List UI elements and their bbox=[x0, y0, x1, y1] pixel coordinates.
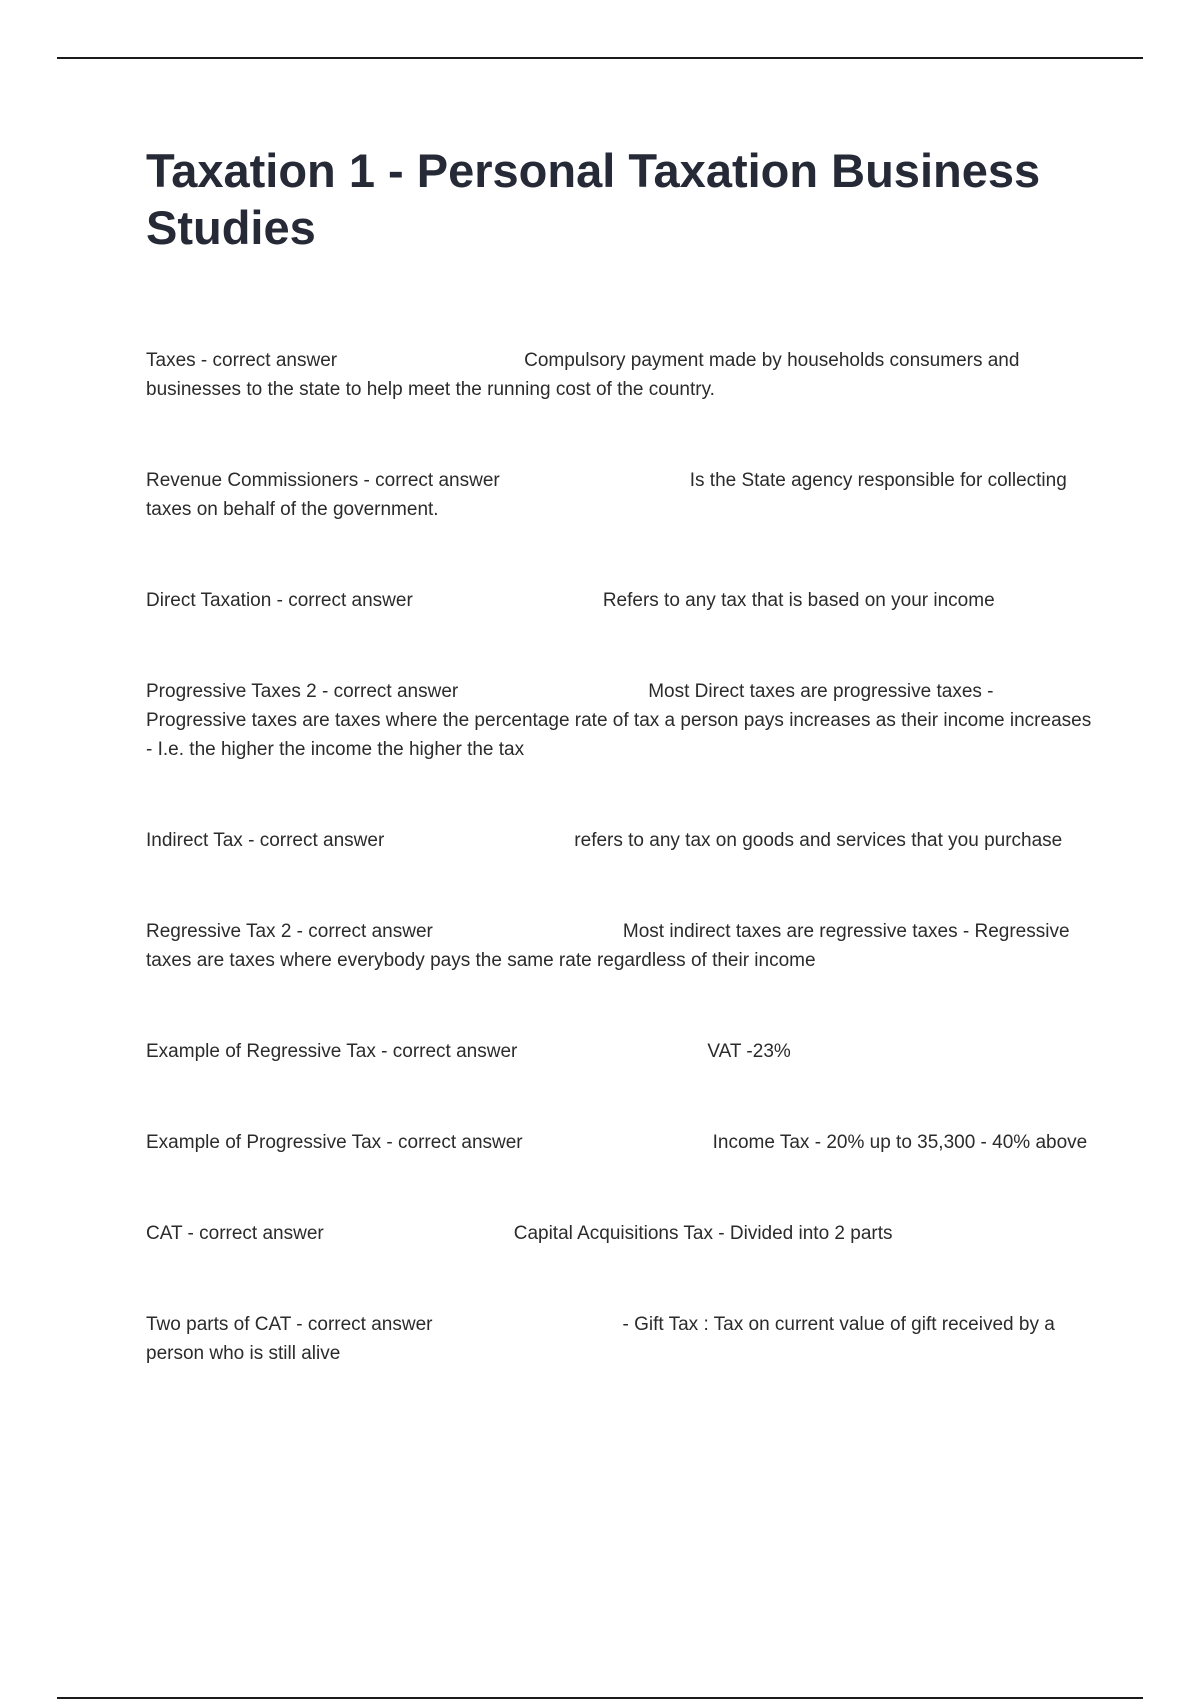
qa-item bbox=[146, 586, 1096, 615]
top-rule bbox=[57, 57, 1143, 59]
qa-question: Revenue Commissioners - correct answer bbox=[146, 470, 500, 491]
qa-answer: VAT -23% bbox=[707, 1041, 791, 1062]
qa-answer: Income Tax - 20% up to 35,300 - 40% above bbox=[712, 1132, 1088, 1153]
document-title: Taxation 1 - Personal Taxation Business Studies bbox=[146, 144, 1041, 254]
qa-answer: Refers to any tax that is based on your income bbox=[602, 590, 995, 611]
qa-item bbox=[146, 1219, 1096, 1248]
qa-question: CAT - correct answer bbox=[146, 1223, 324, 1244]
qa-list bbox=[146, 346, 1096, 1368]
qa-question: Regressive Tax 2 - correct answer bbox=[146, 921, 433, 942]
qa-question: Direct Taxation - correct answer bbox=[146, 590, 413, 611]
qa-answer: refers to any tax on goods and services that you purchase bbox=[574, 830, 1063, 851]
qa-answer: Is the State agency responsible for collecting taxes on behalf of the government. bbox=[146, 470, 1067, 520]
qa-question: Example of Regressive Tax - correct answer bbox=[146, 1041, 518, 1062]
qa-question: Example of Progressive Tax - correct answer bbox=[146, 1132, 523, 1153]
qa-question: Indirect Tax - correct answer bbox=[146, 830, 385, 851]
qa-answer: Compulsory payment made by households consumers and businesses to the state to help meet the running cost of the country. bbox=[146, 350, 1020, 400]
qa-item bbox=[146, 677, 1096, 764]
qa-question: Two parts of CAT - correct answer bbox=[146, 1314, 433, 1335]
qa-question: Taxes - correct answer bbox=[146, 350, 338, 371]
qa-item bbox=[146, 466, 1096, 524]
qa-question: Progressive Taxes 2 - correct answer bbox=[146, 681, 459, 702]
qa-item bbox=[146, 346, 1096, 404]
qa-item bbox=[146, 1128, 1096, 1157]
qa-answer: - Gift Tax : Tax on current value of gift received by a person who is still alive bbox=[146, 1314, 1055, 1364]
qa-item bbox=[146, 917, 1096, 975]
qa-item bbox=[146, 1037, 1096, 1066]
qa-answer: Most indirect taxes are regressive taxes - Regressive taxes are taxes where everybody pays the same rate regardless of their income bbox=[146, 921, 1070, 971]
qa-answer: Capital Acquisitions Tax - Divided into 2 parts bbox=[513, 1223, 893, 1244]
bottom-rule bbox=[57, 1697, 1143, 1699]
qa-item bbox=[146, 1310, 1096, 1368]
qa-item bbox=[146, 826, 1096, 855]
qa-answer: Most Direct taxes are progressive taxes - Progressive taxes are taxes where the percentage rate of tax a person pays increases as their income increases - I.e. the higher the income the higher the tax bbox=[146, 681, 1092, 760]
